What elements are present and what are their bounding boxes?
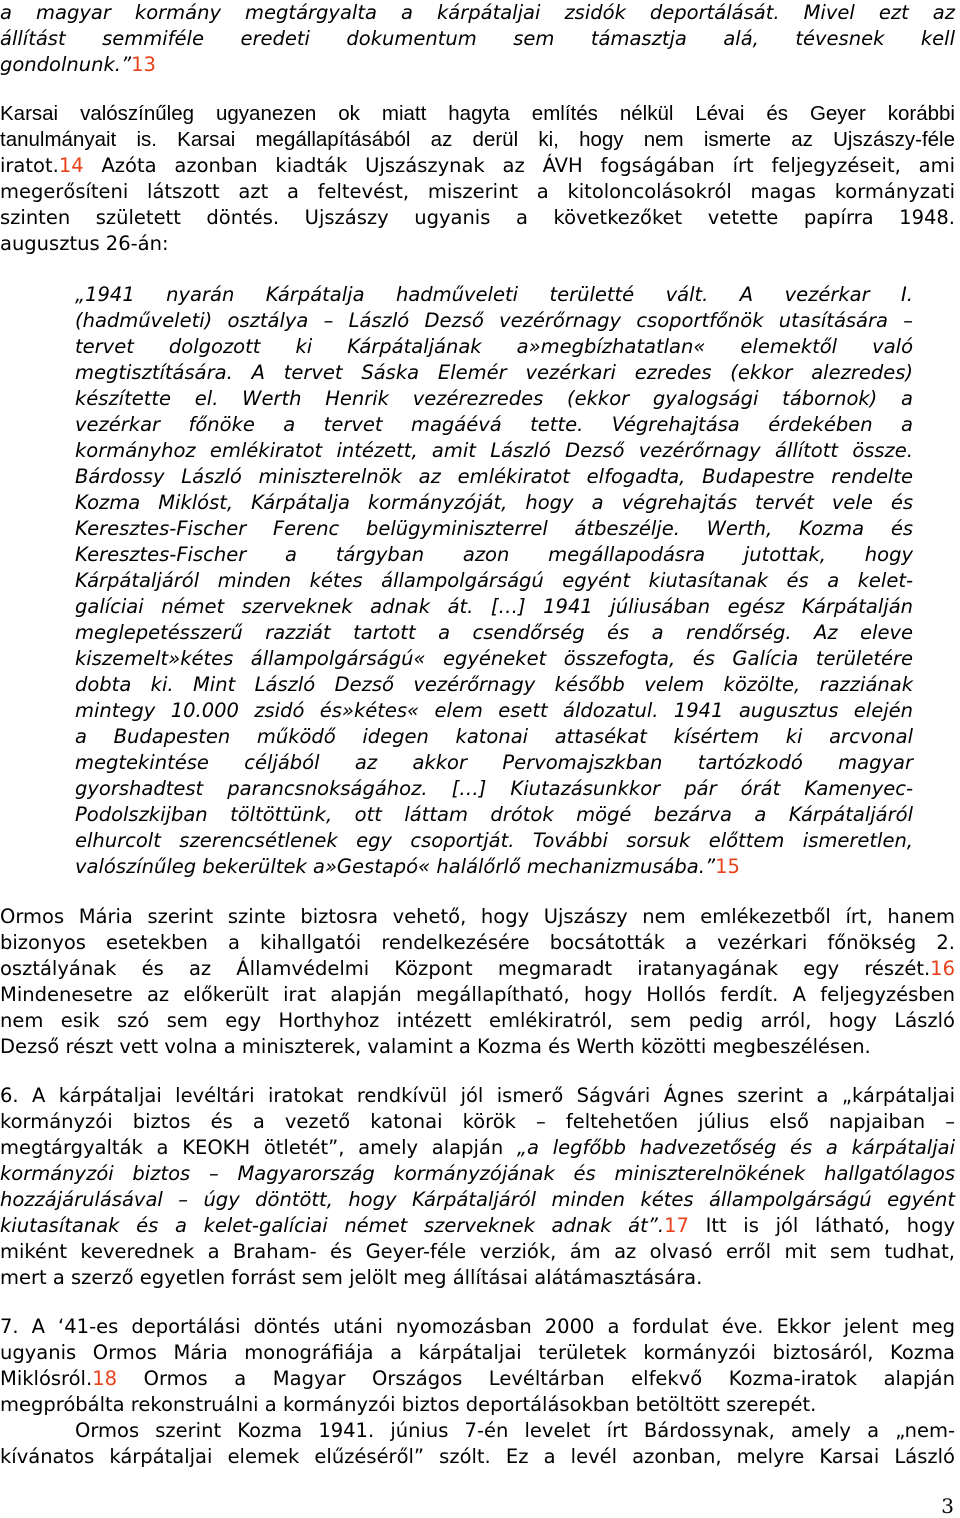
text-line: [0, 1135, 955, 1161]
text-line: [0, 1187, 955, 1213]
text-line: [75, 412, 913, 438]
text-line: [0, 153, 955, 179]
footnote-reference: 17: [664, 1214, 689, 1237]
text-line: [75, 802, 913, 828]
text-line: [0, 231, 955, 257]
text-span: Karsai valószínűleg ugyanezen ok miatt hagyta említés nélkül Lévai és Geyer korábbi: [0, 102, 955, 125]
text-span: Bárdossy László miniszterelnök az emlékiratot elfogadta, Budapestre rendelte: [75, 465, 913, 488]
text-span: kiutasítanak és a kelet-galíciai német szerveknek adnak át”.: [0, 1214, 665, 1237]
text-span: megtárgyalták a KEOKH ötletét”, amely alapján: [0, 1136, 517, 1159]
text-span: Podolszkijban töltöttünk, ott láttam drótok mögé bezárva a Kárpátaljáról: [75, 803, 913, 826]
text-line: [0, 1239, 955, 1265]
text-span: tanulmányait is. Karsai megállapításából az derül ki, hogy nem ismerte az Ujszászy-féle: [0, 128, 955, 151]
text-span: Keresztes-Fischer a tárgyban azon megállapodásra jutottak, hogy: [75, 543, 913, 566]
text-span: megerősíteni látszott azt a feltevést, miszerint a kitoloncolásokról magas kormányzati: [0, 180, 955, 203]
text-span: 6. A kárpátaljai levéltári iratokat rendkívül jól ismerő Ságvári Ágnes szerint a „kárpátaljai: [0, 1084, 955, 1107]
text-line: [0, 1340, 955, 1366]
text-line: [0, 1083, 955, 1109]
text-line: [75, 750, 913, 776]
text-line: [0, 1418, 955, 1444]
text-span: Mindenesetre az előkerült irat alapján megállapítható, hogy Hollós ferdít. A feljegyzésben: [0, 983, 955, 1006]
footnote-reference: 15: [715, 855, 740, 878]
text-line: [75, 386, 913, 412]
text-span: Dezső részt vett volna a miniszterek, valamint a Kozma és Werth közötti megbeszélésen.: [0, 1035, 871, 1058]
text-line: [0, 1034, 955, 1060]
text-span: kormányzói biztos – Magyarország kormányzójának és miniszterelnökének hallgatólagos: [0, 1162, 955, 1185]
text-span: kormányhoz emlékiratot intézett, amit László Dezső vezérőrnagy állított össze.: [75, 439, 913, 462]
text-line: [75, 854, 913, 880]
text-span: megpróbálta rekonstruálni a kormányzói biztos deportálásokban betöltött szerepét.: [0, 1393, 817, 1416]
text-span: meglepetésszerű razziát tartott a csendőrség és a rendőrség. Az eleve: [75, 621, 913, 644]
text-line: [0, 930, 955, 956]
text-line: [0, 205, 955, 231]
text-line: [75, 516, 913, 542]
text-line: [0, 982, 955, 1008]
text-span: „a legfőbb hadvezetőség és a kárpátaljai: [516, 1136, 955, 1159]
text-span: Azóta azonban kiadták Ujszászynak az ÁVH fogságában írt feljegyzéseit, ami: [83, 154, 955, 177]
page-number: 3: [941, 1494, 954, 1518]
text-span: Itt is jól látható, hogy: [688, 1214, 955, 1237]
text-line: [0, 127, 955, 153]
text-span: elhurcolt szerencsétlenek egy csoportját. További sorsuk előttem ismeretlen,: [75, 829, 913, 852]
text-line: [75, 698, 913, 724]
text-span: Keresztes-Fischer Ferenc belügyminiszterrel átbeszélje. Werth, Kozma és: [75, 517, 913, 540]
text-span: Miklósról.: [0, 1367, 93, 1390]
text-line: [0, 1213, 955, 1239]
text-span: gondolnunk.”: [0, 53, 132, 76]
text-span: augusztus 26-án:: [0, 232, 169, 255]
text-span: osztályának és az Államvédelmi Központ megmaradt iratanyagának egy részét.: [0, 957, 931, 980]
text-span: megtekintése céljából az akkor Pervomajszkban tartózkodó magyar: [75, 751, 913, 774]
text-line: [75, 828, 913, 854]
text-line: [0, 1161, 955, 1187]
footnote-reference: 18: [92, 1367, 118, 1390]
text-span: Ormos Mária szerint szinte biztosra vehető, hogy Ujszászy nem emlékezetből írt, hanem: [0, 905, 955, 928]
text-line: [0, 26, 955, 52]
text-line: [75, 490, 913, 516]
text-line: [0, 1366, 955, 1392]
text-span: a magyar kormány megtárgyalta a kárpátaljai zsidók deportálását. Mivel ezt az: [0, 1, 955, 24]
text-span: dobta ki. Mint László Dezső vezérőrnagy később velem közölte, razziának: [75, 673, 913, 696]
text-span: állítást semmiféle eredeti dokumentum sem támasztja alá, tévesnek kell: [0, 27, 955, 50]
text-span: mintegy 10.000 zsidó és»kétes« elem esett áldozatul. 1941 augusztus elején: [75, 699, 913, 722]
text-span: kívánatos kárpátaljai elemek elűzéséről” szólt. Ez a levél azonban, melyre Karsai László: [0, 1445, 955, 1468]
text-span: ugyanis Ormos Mária monográfiája a kárpátaljai területek kormányzói biztosáról, Kozma: [0, 1341, 955, 1364]
text-span: 7. A ‘41-es deportálási döntés utáni nyomozásban 2000 a fordulat éve. Ekkor jelent meg: [0, 1315, 955, 1338]
text-line: [75, 334, 913, 360]
text-span: Ormos szerint Kozma 1941. június 7-én levelet írt Bárdossynak, amely a „nem-: [75, 1419, 955, 1442]
text-line: [75, 776, 913, 802]
text-span: galíciai német szerveknek adnak át. […] 1941 júliusában egész Kárpátalján: [75, 595, 913, 618]
text-line: [75, 438, 913, 464]
text-span: hozzájárulásával – úgy döntött, hogy Kárpátaljáról minden kétes állampolgárságú egyént: [0, 1188, 955, 1211]
text-line: [75, 308, 913, 334]
text-line: [75, 360, 913, 386]
text-span: nem esik szó sem egy Horthyhoz intézett emlékiratról, sem pedig arról, hogy László: [0, 1009, 955, 1032]
text-span: valószínűleg bekerültek a»Gestapó« halálőrlő mechanizmusába.”: [75, 855, 716, 878]
text-span: a Budapesten működő idegen katonai attasékat kísértem ki arcvonal: [75, 725, 913, 748]
footnote-reference: 14: [58, 154, 84, 177]
text-line: [75, 620, 913, 646]
text-line: [75, 568, 913, 594]
text-span: készítette el. Werth Henrik vezérezredes (ekkor gyalogsági tábornok) a: [75, 387, 913, 410]
text-line: [75, 282, 913, 308]
text-line: [0, 956, 955, 982]
text-span: (hadműveleti) osztálya – László Dezső vezérőrnagy csoportfőnök utasítására –: [75, 309, 913, 332]
text-line: [0, 1265, 955, 1291]
text-line: [0, 1314, 955, 1340]
text-line: [75, 542, 913, 568]
text-span: megtisztítására. A tervet Sáska Elemér vezérkari ezredes (ekkor alezredes): [75, 361, 913, 384]
text-line: [75, 464, 913, 490]
text-line: [0, 1444, 955, 1470]
footnote-reference: 13: [131, 53, 156, 76]
text-span: kiszemelt»kétes állampolgárságú« egyéneket összefogta, és Galícia területére: [75, 647, 913, 670]
text-span: „1941 nyarán Kárpátalja hadműveleti területté vált. A vezérkar I.: [75, 283, 913, 306]
text-span: vezérkar főnöke a tervet magáévá tette. Végrehajtása érdekében a: [75, 413, 913, 436]
text-line: [0, 0, 955, 26]
text-line: [0, 101, 955, 127]
text-span: mert a szerző egyetlen forrást sem jelölt meg állításai alátámasztására.: [0, 1266, 703, 1289]
text-line: [0, 904, 955, 930]
text-line: [75, 594, 913, 620]
text-span: miként keverednek a Braham- és Geyer-féle verziók, ám az olvasó erről mit sem tudhat,: [0, 1240, 955, 1263]
text-line: [75, 724, 913, 750]
text-line: [0, 1008, 955, 1034]
text-span: bizonyos esetekben a kihallgatói rendelkezésére bocsátották a vezérkari főnökség 2.: [0, 931, 955, 954]
text-span: Kárpátaljáról minden kétes állampolgárságú egyént kiutasítanak és a kelet-: [75, 569, 913, 592]
text-line: [0, 1392, 955, 1418]
text-line: [0, 52, 955, 78]
text-line: [0, 1109, 955, 1135]
text-span: szinten született döntés. Ujszászy ugyanis a következőket vetette papírra 1948.: [0, 206, 955, 229]
text-span: gyorshadtest parancsnokságához. […] Kiutazásunkkor pár órát Kamenyec-: [75, 777, 913, 800]
text-line: [75, 672, 913, 698]
text-span: Ormos a Magyar Országos Levéltárban elfekvő Kozma-iratok alapján: [117, 1367, 955, 1390]
text-span: kormányzói biztos és a vezető katonai körök – feltehetően július első napjaiban –: [0, 1110, 955, 1133]
text-span: tervet dolgozott ki Kárpátaljának a»megbízhatatlan« elemektől való: [75, 335, 913, 358]
footnote-reference: 16: [930, 957, 955, 980]
text-span: Kozma Miklóst, Kárpátalja kormányzóját, hogy a végrehajtás tervét vele és: [75, 491, 913, 514]
text-span: iratot.: [0, 154, 59, 177]
text-line: [0, 179, 955, 205]
text-line: [75, 646, 913, 672]
